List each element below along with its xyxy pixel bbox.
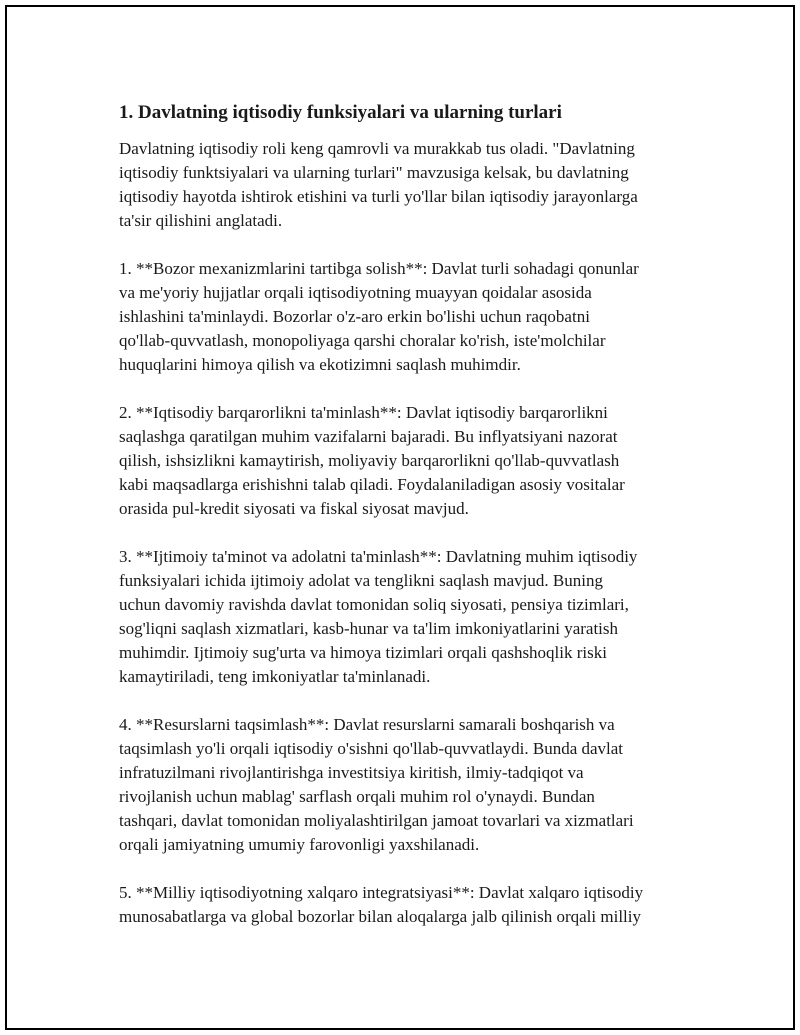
document-body	[119, 101, 699, 929]
text-line: iqtisodiy funktsiyalari va ularning turlari" mavzusiga kelsak, bu davlatning	[119, 163, 629, 182]
text-line: qilish, ishsizlikni kamaytirish, moliyaviy barqarorlikni qo'llab-quvvatlash	[119, 451, 620, 470]
paragraph-item-4	[119, 713, 699, 857]
text-line: kamaytiriladi, teng imkoniyatlar ta'minlanadi.	[119, 667, 431, 686]
intro-paragraph	[119, 137, 699, 233]
text-line: 2. **Iqtisodiy barqarorlikni ta'minlash**: Davlat iqtisodiy barqarorlikni	[119, 403, 608, 422]
text-line: saqlashga qaratilgan muhim vazifalarni bajaradi. Bu inflyatsiyani nazorat	[119, 427, 618, 446]
text-line: ta'sir qilishini anglatadi.	[119, 211, 283, 230]
text-line: orasida pul-kredit siyosati va fiskal siyosat mavjud.	[119, 499, 469, 518]
text-line: Davlatning iqtisodiy roli keng qamrovli va murakkab tus oladi. "Davlatning	[119, 139, 635, 158]
text-line: funksiyalari ichida ijtimoiy adolat va tenglikni saqlash mavjud. Buning	[119, 571, 603, 590]
paragraph-item-2	[119, 401, 699, 521]
text-line: 1. **Bozor mexanizmlarini tartibga solish**: Davlat turli sohadagi qonunlar	[119, 259, 639, 278]
text-line: orqali jamiyatning umumiy farovonligi yaxshilanadi.	[119, 835, 480, 854]
page-frame	[5, 5, 795, 1030]
text-line: huquqlarini himoya qilish va ekotizimni saqlash muhimdir.	[119, 355, 521, 374]
text-line: infratuzilmani rivojlantirishga investitsiya kiritish, ilmiy-tadqiqot va	[119, 763, 584, 782]
paragraph-item-5	[119, 881, 699, 929]
text-line: sog'liqni saqlash xizmatlari, kasb-hunar va ta'lim imkoniyatlarini yaratish	[119, 619, 619, 638]
text-line: tashqari, davlat tomonidan moliyalashtirilgan jamoat tovarlari va xizmatlari	[119, 811, 634, 830]
paragraph-item-3	[119, 545, 699, 689]
text-line: qo'llab-quvvatlash, monopoliyaga qarshi choralar ko'rish, iste'molchilar	[119, 331, 606, 350]
text-line: va me'yoriy hujjatlar orqali iqtisodiyotning muayyan qoidalar asosida	[119, 283, 592, 302]
text-line: rivojlanish uchun mablag' sarflash orqali muhim rol o'ynaydi. Bundan	[119, 787, 595, 806]
text-line: 5. **Milliy iqtisodiyotning xalqaro integratsiyasi**: Davlat xalqaro iqtisodiy	[119, 883, 644, 902]
paragraph-item-1	[119, 257, 699, 377]
text-line: taqsimlash yo'li orqali iqtisodiy o'sishni qo'llab-quvvatlaydi. Bunda davlat	[119, 739, 624, 758]
document-heading: 1. Davlatning iqtisodiy funksiyalari va ularning turlari	[119, 102, 562, 123]
text-line: uchun davomiy ravishda davlat tomonidan soliq siyosati, pensiya tizimlari,	[119, 595, 629, 614]
text-line: kabi maqsadlarga erishishni talab qiladi. Foydalaniladigan asosiy vositalar	[119, 475, 625, 494]
text-line: ishlashini ta'minlaydi. Bozorlar o'z-aro erkin bo'lishi uchun raqobatni	[119, 307, 590, 326]
text-line: muhimdir. Ijtimoiy sug'urta va himoya tizimlari orqali qashshoqlik riski	[119, 643, 607, 662]
text-line: 4. **Resurslarni taqsimlash**: Davlat resurslarni samarali boshqarish va	[119, 715, 615, 734]
text-line: munosabatlarga va global bozorlar bilan aloqalarga jalb qilinish orqali milliy	[119, 907, 641, 926]
text-line: 3. **Ijtimoiy ta'minot va adolatni ta'minlash**: Davlatning muhim iqtisodiy	[119, 547, 638, 566]
text-line: iqtisodiy hayotda ishtirok etishini va turli yo'llar bilan iqtisodiy jarayonlarga	[119, 187, 638, 206]
